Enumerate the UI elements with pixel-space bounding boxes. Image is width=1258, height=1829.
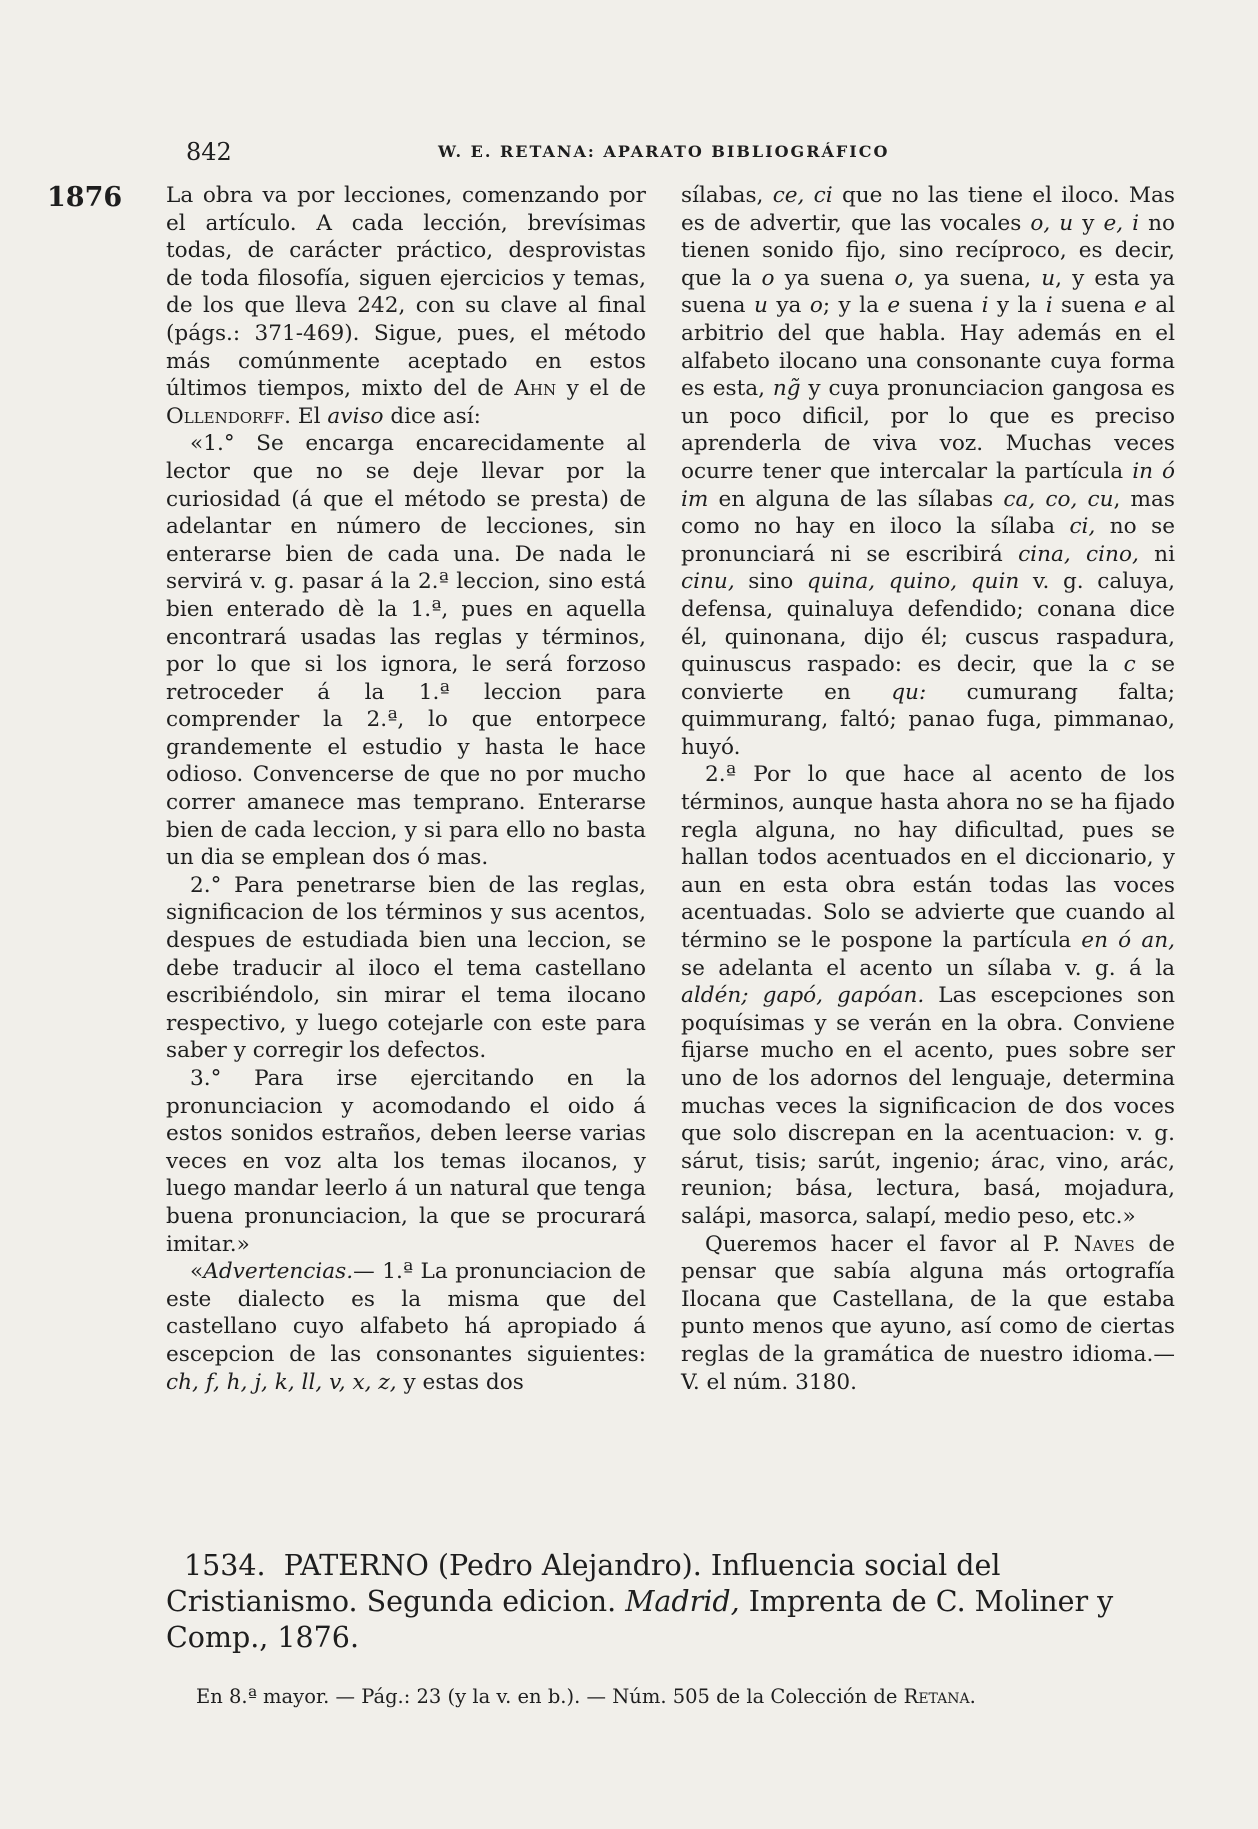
italic-term: i	[1045, 293, 1053, 319]
text-run: «	[190, 1259, 204, 1285]
text-run: al arbitrio del que habla. Hay además en el alfabeto ilocano una consonante cuya forma es esta,	[681, 293, 1176, 402]
text-run: suena	[1052, 293, 1135, 319]
page-number: 842	[186, 138, 232, 166]
entry-text: Imprenta de C. Moliner y Comp., 1876.	[166, 1585, 1114, 1654]
text-run: dice así:	[383, 403, 481, 429]
text-run: .	[969, 1685, 976, 1708]
italic-term: ng̃	[772, 376, 801, 402]
italic-term: i	[981, 293, 989, 319]
italic-term: e	[1134, 293, 1147, 319]
italic-term: e	[887, 293, 901, 319]
text-run: . El	[284, 403, 328, 429]
running-head: W. E. RETANA: APARATO BIBLIOGRÁFICO	[438, 142, 890, 161]
left-column	[166, 182, 646, 1396]
text-run: Queremos hacer el favor al P.	[705, 1231, 1074, 1257]
text-run: , y esta ya suena	[681, 265, 1175, 319]
text-run: ya	[767, 293, 810, 319]
right-paragraph-1	[681, 182, 1175, 761]
text-run: cumurang falta; quimmurang, faltó; panao fuga, pimmanao, huyó.	[681, 679, 1175, 760]
text-run: , ya suena,	[907, 265, 1042, 291]
page-header	[186, 138, 926, 168]
italic-term: aviso	[327, 403, 384, 429]
left-paragraph-2: «1.° Se encarga encarecidamente al lector que no se deje llevar por la curiosidad (á que el método se presta) de adelantar en número de lecciones, sin enterarse bien de cada una. De nada le servirá v. g. pasar á la 2.ª leccion, sino está bien enterado dè la 1.ª, pues en aquella encontrará usadas las reglas y términos, por lo que si los ignora, le será forzoso retroceder á la 1.ª leccion para comprender la 2.ª, lo que entorpece grandemente el estudio y hasta le hace odioso. Convencerse de que no por mucho correr amanece mas temprano. Enterarse bien de cada leccion, y si para ello no basta un dia se emplean dos ó mas.	[166, 431, 646, 871]
year-label: 1876	[47, 182, 123, 213]
text-run: sílabas,	[681, 183, 773, 208]
italic-term: o, u	[1030, 210, 1074, 236]
author-name: Ahn	[514, 376, 557, 402]
text-run: no se pronunciará ni se escribirá	[681, 514, 1175, 567]
left-paragraph-4: 3.° Para irse ejercitando en la pronunciacion y acomodando el oido á estos sonidos estraños, deben leerse varias veces en voz alta los temas ilocanos, y luego mandar leerlo á un natural que tenga buena pronunciacion, la que se procurará imitar.»	[166, 1066, 646, 1257]
text-run: ; y la	[822, 293, 888, 319]
author-name: Naves	[1073, 1231, 1135, 1257]
text-run: de pensar que sabía alguna más ortografía Ilocana que Castellana, de la que estaba punto menos que ayuno, así como de ciertas reglas de la gramática de nuestro idioma.—V. el núm. 3180.	[681, 1231, 1175, 1395]
text-run: no tienen sonido fijo, sino recíproco, es decir, que la	[681, 210, 1175, 291]
italic-term: ca, co, cu	[1003, 486, 1114, 512]
italic-term: ch, f, h, j, k, ll, v, x, z,	[166, 1369, 397, 1395]
text-run: — 1.ª La pronunciacion de este dialecto es la misma que del castellano cuyo alfabeto há apropiado á escepcion de las consonantes siguientes:	[166, 1259, 646, 1367]
entry-number: 1534.	[184, 1549, 266, 1582]
left-paragraph-1	[166, 182, 646, 430]
italic-term: o	[894, 265, 908, 291]
format-line	[196, 1685, 1136, 1708]
text-run: ya suena	[774, 265, 895, 291]
author-name: Ollendorff	[166, 403, 285, 429]
text-run: , mas como no hay en iloco la sílaba	[681, 486, 1175, 540]
text-run: y estas dos	[396, 1369, 524, 1395]
italic-term: o	[809, 293, 823, 319]
italic-term: en ó an,	[1081, 928, 1175, 954]
italic-term: u	[1041, 265, 1056, 291]
text-run: se convierte en	[681, 652, 1175, 705]
italic-term: qu:	[891, 679, 927, 705]
italic-term: quina, quino, quin	[806, 569, 1020, 595]
right-column	[681, 182, 1175, 1396]
text-run: se adelanta el acento un sílaba v. g. á la	[681, 955, 1175, 981]
entry-place: Madrid,	[625, 1585, 740, 1618]
text-run: 2.ª Por lo que hace al acento de los términos, aunque hasta ahora no se ha fijado regla alguna, no hay dificultad, pues se hallan todos acentuados en el diccionario, y aun en esta obra están todas las voces acentuadas. Solo se advierte que cuando al término se le pospone la partícula	[681, 762, 1175, 954]
text-run: v. g. caluya, defensa, quinaluya defendido; conana dice él, quinonana, dijo él; cuscus raspadura, quinuscus raspado: es decir, que la	[681, 569, 1176, 678]
italic-term: cinu,	[681, 569, 735, 595]
text-run: y	[1073, 210, 1104, 236]
text-run: En 8.ª mayor. — Pág.: 23 (y la v. en b.). — Núm. 505 de la Colección de	[196, 1685, 904, 1708]
text-run: sino	[734, 569, 807, 595]
left-paragraph-5	[166, 1258, 646, 1396]
text-run: suena	[900, 293, 982, 319]
text-run: La obra va por lecciones, comenzando por el artículo. A cada lección, brevísimas todas, de carácter práctico, desprovistas de toda filosofía, siguen ejercicios y temas, de los que lleva 242, con su clave al final (págs.: 371-469). Sigue, pues, el método más comúnmente aceptado en estos últimos tiempos, mixto del de	[166, 183, 646, 402]
right-paragraph-2	[681, 761, 1175, 1230]
text-run: Las escepciones son poquísimas y se verán en la obra. Conviene fijarse mucho en el acento, pues sobre ser uno de los adornos del lenguaje, determina muchas veces la significacion de dos voces que solo discrepan en la acentuacion: v. g. sárut, tisis; sarút, ingenio; árac, vino, arác, reunion; bása, lectura, basá, mojadura, salápi, masorca, salapí, medio peso, etc.»	[681, 983, 1176, 1229]
text-run: y el de	[556, 376, 646, 402]
text-run: que no las tiene el iloco. Mas es de advertir, que las vocales	[681, 183, 1175, 236]
left-paragraph-3: 2.° Para penetrarse bien de las reglas, significacion de los términos y sus acentos, despues de estudiada bien una leccion, se debe traducir al iloco el tema castellano escribiéndolo, sin mirar el tema ilocano respectivo, y luego cotejarle con este para saber y corregir los defectos.	[166, 872, 646, 1064]
text-run: en alguna de las sílabas	[708, 486, 1004, 512]
italic-term: Advertencias.	[203, 1259, 354, 1285]
italic-term: e, i	[1103, 210, 1140, 236]
right-paragraph-3	[681, 1231, 1175, 1397]
bibliography-entry	[166, 1548, 1176, 1656]
text-run: y cuya pronunciacion gangosa es un poco dificil, por lo que es preciso aprenderla de viva voz. Muchas veces ocurre tener que intercalar la partícula	[681, 376, 1175, 484]
italic-term: u	[753, 293, 768, 319]
entry-text: PATERNO (Pedro Alejandro). Influencia social del Cristianismo. Segunda edicion.	[166, 1549, 1001, 1618]
italic-term: in ó im	[681, 458, 1175, 512]
italic-term: cina, cino,	[1018, 541, 1139, 567]
italic-term: aldén; gapó, gapóan.	[681, 983, 925, 1009]
italic-term: ce, ci	[772, 183, 833, 208]
italic-term: c	[1123, 652, 1136, 678]
italic-term: ci,	[1069, 514, 1096, 540]
text-run: ni	[1138, 541, 1175, 567]
author-name: Retana	[903, 1685, 970, 1708]
text-run: y la	[988, 293, 1046, 319]
italic-term: o	[761, 265, 775, 291]
